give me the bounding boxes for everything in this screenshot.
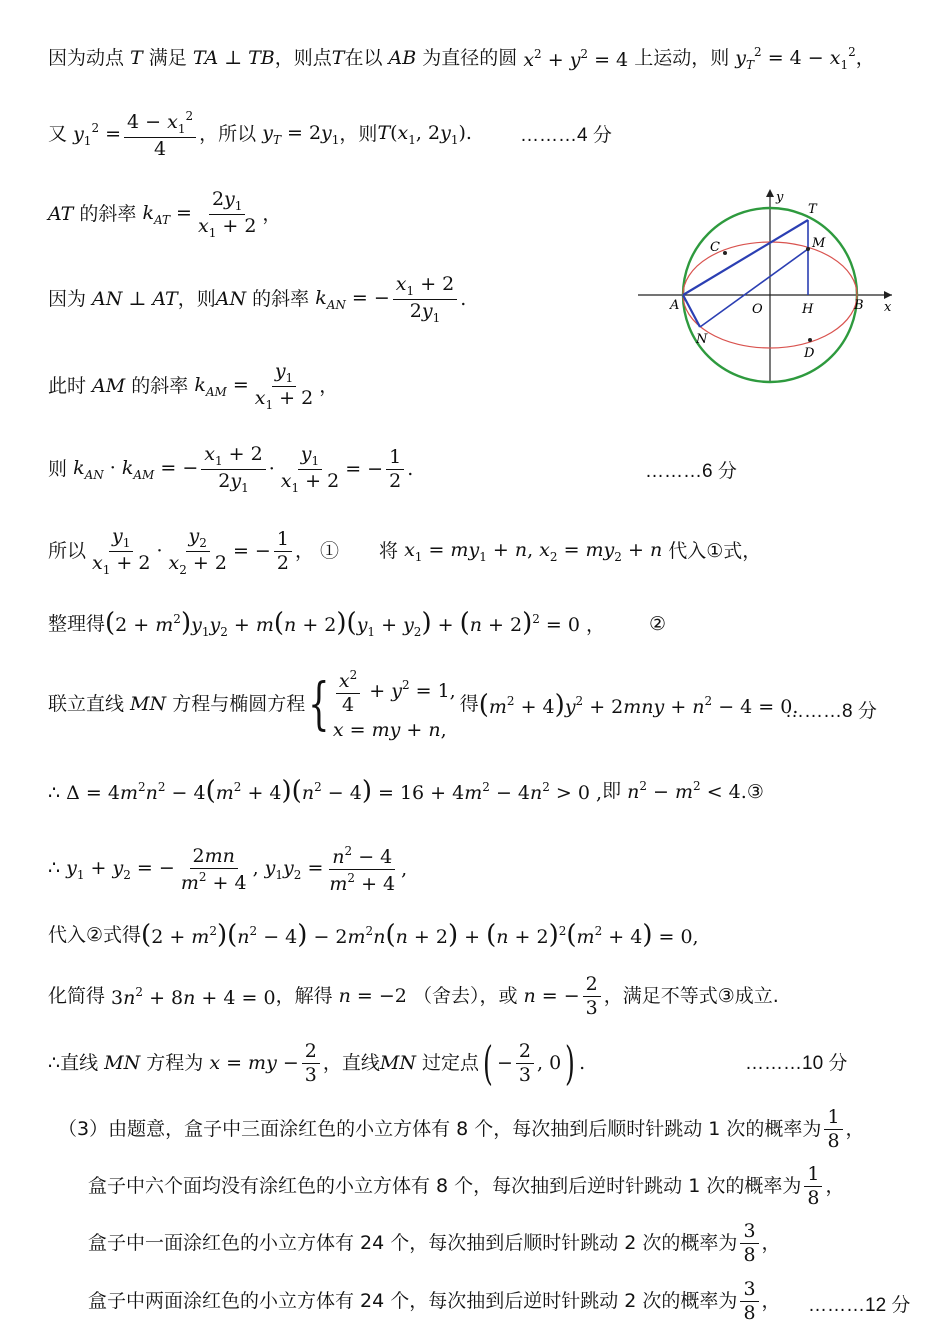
text-segment: 所以 [48, 540, 87, 562]
text-segment: ，直线 [322, 1051, 380, 1074]
text-segment: 方程与椭圆方程 [172, 693, 306, 715]
text-segment: 盒子中六个面均没有涂红色的小立方体有 8 个，每次抽到后逆时针跳动 1 次的概率为 [88, 1175, 802, 1197]
text-segment: 满足 [148, 47, 187, 69]
text-segment: 上运动，则 [634, 47, 730, 69]
text-segment: 盒子中两面涂红色的小立方体有 24 个，每次抽到后逆时针跳动 2 次的概率为 [88, 1290, 738, 1312]
text-segment: 联立直线 [48, 693, 125, 715]
point-c [723, 251, 727, 255]
line-17: 盒子中一面涂红色的小立方体有 24 个，每次抽到后顺时针跳动 2 次的概率为 $\frac{3}{8}$ ， [88, 1220, 781, 1266]
label-h: H [802, 302, 814, 317]
segment-at [683, 220, 808, 295]
text-segment: （3）由题意，盒子中三面涂红色的小立方体有 8 个，每次抽到后顺时针跳动 1 次的概率为 [58, 1118, 822, 1140]
point-m [806, 247, 810, 251]
text-segment: 在以 [344, 47, 383, 69]
line-11: ∴ $y_1 + y_2$ = − $\frac{2mn}{m^2 + 4}$ , $y_1y_2$ = $\frac{n^2 - 4}{m^2 + 4}$ , [48, 844, 408, 895]
label-x: x [884, 300, 892, 315]
text-segment: 得 [459, 693, 479, 715]
line-6: 则 $k_{AN} \cdot k_{AM}$ = − $\frac{x_1 + 2}{2y_1}$ · $\frac{y_1}{x_1 + 2}$ = − $\frac{1}{2}$ . [48, 443, 414, 495]
text-segment: 化简得 [48, 985, 106, 1007]
label-t: T [808, 202, 817, 217]
line-12: 代入②式得 $(2 + m^2)(n^2 - 4) - 2m^2n(n + 2) + (n + 2)^2(m^2 + 4) = 0$, [48, 920, 699, 950]
line-10: ∴ $\Delta = 4m^2n^2 - 4(m^2 + 4)(n^2 - 4) = 16 + 4m^2 - 4n^2 > 0$ , 即 $n^2 - m^2$ < 4.③ [48, 776, 764, 806]
text-segment: 此时 [48, 375, 87, 397]
score-6: ………6 分 [645, 461, 737, 482]
line-5: 此时 AM 的斜率 $k_{AM}$ = $\frac{y_1}{x_1 + 2}$ ， [48, 360, 339, 412]
line-8: 整理得 $(2 + m^2)y_1y_2 + m(n + 2)(y_1 + y_2) + (n + 2)^2 = 0$ ， ② [48, 608, 667, 639]
line-1: 因为动点 T 满足 TA ⊥ TB ，则点 T 在以 AB 为直径的圆 $x^2 + y^2 = 4$ 上运动，则 $y_T^2 = 4 - x_1^2$， [48, 45, 875, 72]
label-b: B [854, 298, 864, 313]
score-8: ………8 分 [785, 701, 877, 722]
text-segment: 的斜率 [79, 203, 137, 225]
text-segment: 的斜率 [252, 288, 310, 310]
geometry-figure [630, 185, 895, 385]
text-segment: 的斜率 [131, 375, 189, 397]
score-4: ………4 分 [520, 125, 612, 146]
text-segment: 将 [379, 540, 399, 562]
text-segment: ，则点 [274, 47, 332, 69]
text-segment: ∴直线 [48, 1051, 99, 1074]
line-13: 化简得 $3n^2 + 8n + 4 = 0$ ，解得 n = −2 （舍去），或 n = − $\frac{2}{3}$ ，满足不等式③成立. [48, 973, 779, 1019]
text-segment: 为直径的圆 [422, 47, 518, 69]
text-segment: ，则 [177, 288, 216, 310]
text-segment: 代入②式得 [48, 923, 142, 946]
text-segment: ，所以 [199, 123, 257, 145]
text-segment: 过定点 [422, 1051, 480, 1074]
x-axis-arrow-icon [884, 291, 892, 299]
point-d [808, 338, 812, 342]
label-m: M [812, 236, 826, 251]
label-n: N [696, 332, 708, 347]
text-segment: 整理得 [48, 612, 106, 635]
text-segment: 代入①式， [668, 540, 762, 562]
text-segment: （舍去），或 [412, 985, 518, 1007]
label-o: O [752, 302, 763, 317]
label-c: C [710, 240, 720, 255]
text-segment: 因为 [48, 288, 87, 310]
text-segment: 则 [48, 458, 68, 480]
text-segment: ，解得 [275, 985, 333, 1007]
score-10: ………10 分 [745, 1053, 848, 1074]
score-12: ………12 分 [808, 1295, 911, 1316]
text-segment: 盒子中一面涂红色的小立方体有 24 个，每次抽到后顺时针跳动 2 次的概率为 [88, 1232, 738, 1254]
label-y: y [776, 190, 784, 205]
line-15: （3）由题意，盒子中三面涂红色的小立方体有 8 个，每次抽到后顺时针跳动 1 次的概率为 $\frac{1}{8}$ ， [58, 1106, 865, 1152]
text-segment: ，则 [339, 123, 378, 145]
line-3: AT 的斜率 $k_{AT}$ = $\frac{2y_1}{x_1 + 2}$ ， [48, 188, 282, 240]
label-a: A [670, 298, 680, 313]
line-16: 盒子中六个面均没有涂红色的小立方体有 8 个，每次抽到后逆时针跳动 1 次的概率为 $\frac{1}{8}$ ， [88, 1163, 845, 1209]
label-d: D [804, 346, 815, 361]
y-axis-arrow-icon [766, 189, 774, 197]
line-7: 所以 $\frac{y_1}{x_1 + 2}$ · $\frac{y_2}{x_2 + 2}$ = − $\frac{1}{2}$ ， ① 将 $x_1 = my_1 + n$, $x_2 = my_2 + n$ 代入①式， [48, 525, 762, 577]
text-segment: 又 [48, 123, 68, 145]
line-4: 因为 AN ⊥ AT ，则 AN 的斜率 $k_{AN}$ = − $\frac{x_1 + 2}{2y_1}$ . [48, 273, 467, 325]
line-2: 又 $y_1^2$ = $\frac{4 - x_1^2}{4}$ ，所以 $y_T = 2y_1$ ，则 $T(x_1$, $2y_1$). [48, 109, 472, 160]
text-segment: ，满足不等式③成立. [603, 985, 779, 1007]
line-9: 联立直线 MN 方程与椭圆方程 { $\frac{x^2}{4}$ + $y^2 = 1$, x = my + n, 得 $(m^2 + 4)y^2 + 2mny + n^2 - 4 = 0$. [48, 668, 799, 741]
text-segment: 即 [602, 779, 622, 802]
text-segment: 因为动点 [48, 47, 125, 69]
line-18: 盒子中两面涂红色的小立方体有 24 个，每次抽到后逆时针跳动 2 次的概率为 $\frac{3}{8}$ ， [88, 1278, 781, 1324]
text-segment: 方程为 [146, 1051, 204, 1074]
line-14: ∴直线 MN 方程为 x = my − $\frac{2}{3}$ ，直线 MN 过定点 ( − $\frac{2}{3}$ , 0 ) . [48, 1036, 586, 1090]
